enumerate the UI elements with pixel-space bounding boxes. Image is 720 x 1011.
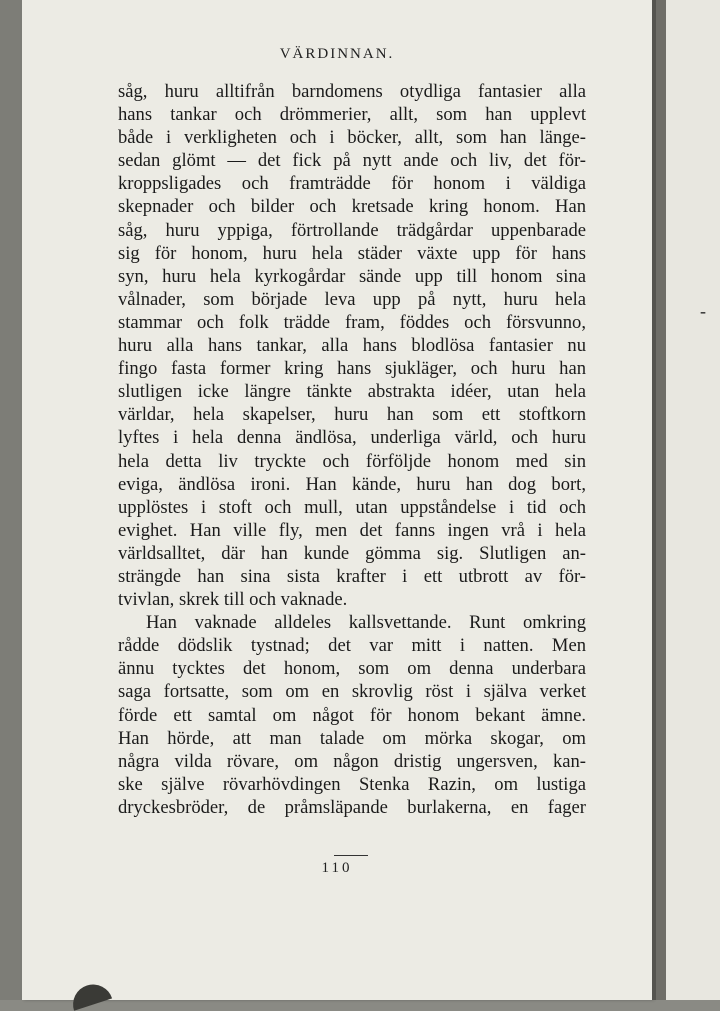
running-head: VÄRDINNAN. (279, 46, 395, 62)
text-line: evighet. Han ville fly, men det fanns ingen vrå i hela (118, 519, 586, 541)
page-fold (652, 0, 656, 1000)
text-line: förde ett samtal om något för honom bekant ämne. (118, 704, 586, 726)
folio-rule (334, 855, 368, 856)
text-line: slutligen icke längre tänkte abstrakta idéer, utan hela (118, 381, 586, 403)
adjacent-letter: - (700, 301, 706, 321)
text-line: några vilda rövare, om någon dristig ungersven, kan- (118, 750, 586, 772)
text-line: stammar och folk trädde fram, föddes och försvunno, (118, 311, 586, 333)
text-line: tvivlan, skrek till och vaknade. (118, 589, 348, 611)
text-line: skepnader och bilder och kretsade kring honom. Han (118, 196, 586, 218)
adjacent-page (652, 0, 720, 1000)
text-line: hela detta liv tryckte och förföljde honom med sin (118, 450, 586, 472)
text-line: saga fortsatte, som om en skrovlig röst i själva verket (118, 681, 586, 703)
text-line: lyftes i hela denna ändlösa, underliga värld, och huru (118, 427, 586, 449)
body-text (118, 80, 586, 819)
text-line: Han vaknade alldeles kallsvettande. Runt omkring (146, 612, 586, 634)
text-line: strängde han sina sista krafter i ett utbrott av för- (118, 565, 586, 587)
text-line: ske själve rövarhövdingen Stenka Razin, om lustiga (118, 773, 586, 795)
text-line: både i verkligheten och i böcker, allt, som han länge- (118, 127, 586, 149)
text-line: världar, hela skapelser, huru han som ett stoftkorn (118, 404, 586, 426)
page-number: 110 (321, 860, 353, 876)
book-gutter-shadow (0, 0, 22, 1000)
text-line: dryckesbröder, de pråmsläpande burlakerna, en fager (118, 796, 586, 818)
text-line: syn, huru hela kyrkogårdar sände upp till honom sina (118, 265, 586, 287)
text-line: såg, huru alltifrån barndomens otydliga fantasier alla (118, 81, 586, 102)
text-line: rådde dödslik tystnad; det var mitt i natten. Men (118, 635, 586, 657)
text-line: upplöstes i stoft och mull, utan uppståndelse i tid och (118, 496, 586, 518)
text-line: sedan glömt — det fick på nytt ande och liv, det för- (118, 150, 586, 172)
text-line: såg, huru yppiga, förtrollande trädgårdar uppenbarade (118, 219, 586, 241)
text-line: sig för honom, huru hela städer växte upp för hans (118, 242, 586, 264)
adjacent-page-text (700, 300, 720, 323)
text-line: Han hörde, att man talade om mörka skogar, om (118, 727, 586, 749)
text-line: världsalltet, där han kunde gömma sig. Slutligen an- (118, 542, 586, 564)
text-line: vålnader, som började leva upp på nytt, huru hela (118, 288, 586, 310)
text-line: fingo fasta former kring hans sjukläger, och huru han (118, 358, 586, 380)
text-line: hans tankar och drömmerier, allt, som han upplevt (118, 104, 586, 126)
text-line: ännu tycktes det honom, som om denna underbara (118, 658, 586, 680)
text-line: kroppsligades och framträdde för honom i väldiga (118, 173, 586, 195)
text-line: eviga, ändlösa ironi. Han kände, huru han dog bort, (118, 473, 586, 495)
text-line: huru alla hans tankar, alla hans blodlösa fantasier nu (118, 335, 586, 357)
